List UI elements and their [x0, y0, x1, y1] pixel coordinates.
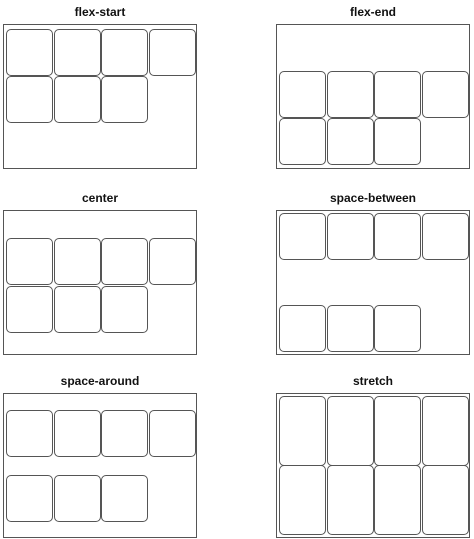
flex-item: [101, 286, 148, 333]
flex-item: [6, 76, 53, 123]
flex-item: [54, 29, 101, 76]
flex-item: [54, 286, 101, 333]
flex-item: [422, 213, 469, 260]
flex-container-frame: [3, 24, 197, 169]
flex-item: [6, 29, 53, 76]
flex-item: [149, 29, 196, 76]
panel-title: flex-start: [74, 5, 126, 19]
flex-item: [54, 238, 101, 285]
flex-item: [279, 213, 326, 260]
panel-title: space-between: [329, 191, 417, 205]
flex-item: [327, 396, 374, 466]
flex-item: [279, 396, 326, 466]
flex-item: [374, 305, 421, 352]
panel-flex-end: [276, 4, 470, 170]
flex-item: [327, 118, 374, 165]
flex-item: [279, 465, 326, 535]
panel-space-around: [3, 373, 197, 539]
flex-item: [327, 213, 374, 260]
flex-container-frame: [3, 393, 197, 538]
flex-item: [149, 238, 196, 285]
flex-container-frame: [276, 24, 470, 169]
flex-item: [149, 410, 196, 457]
flex-item: [279, 305, 326, 352]
flex-item: [422, 71, 469, 118]
flex-item: [327, 465, 374, 535]
flex-item: [327, 71, 374, 118]
flex-container-frame: [276, 393, 470, 538]
flex-item: [6, 475, 53, 522]
flex-container-frame: [3, 210, 197, 355]
flex-item: [54, 76, 101, 123]
flex-item: [101, 76, 148, 123]
flex-item: [327, 305, 374, 352]
panel-title: space-around: [60, 374, 140, 388]
flex-item: [374, 465, 421, 535]
flex-item: [6, 286, 53, 333]
flex-item: [6, 410, 53, 457]
panel-title: stretch: [352, 374, 393, 388]
flex-item: [101, 410, 148, 457]
flex-item: [6, 238, 53, 285]
flex-item: [101, 475, 148, 522]
flex-item: [374, 213, 421, 260]
flex-item: [54, 410, 101, 457]
flex-item: [422, 396, 469, 466]
panel-space-between: [276, 190, 470, 356]
flex-item: [279, 71, 326, 118]
flex-item: [422, 465, 469, 535]
flex-container-frame: [276, 210, 470, 355]
panel-center: [3, 190, 197, 356]
flex-item: [101, 29, 148, 76]
panel-stretch: [276, 373, 470, 539]
flex-item: [279, 118, 326, 165]
flex-item: [101, 238, 148, 285]
panel-flex-start: [3, 4, 197, 170]
panel-title: center: [81, 191, 119, 205]
panel-title: flex-end: [349, 5, 396, 19]
flex-item: [374, 396, 421, 466]
flex-item: [374, 118, 421, 165]
flex-item: [374, 71, 421, 118]
flex-item: [54, 475, 101, 522]
